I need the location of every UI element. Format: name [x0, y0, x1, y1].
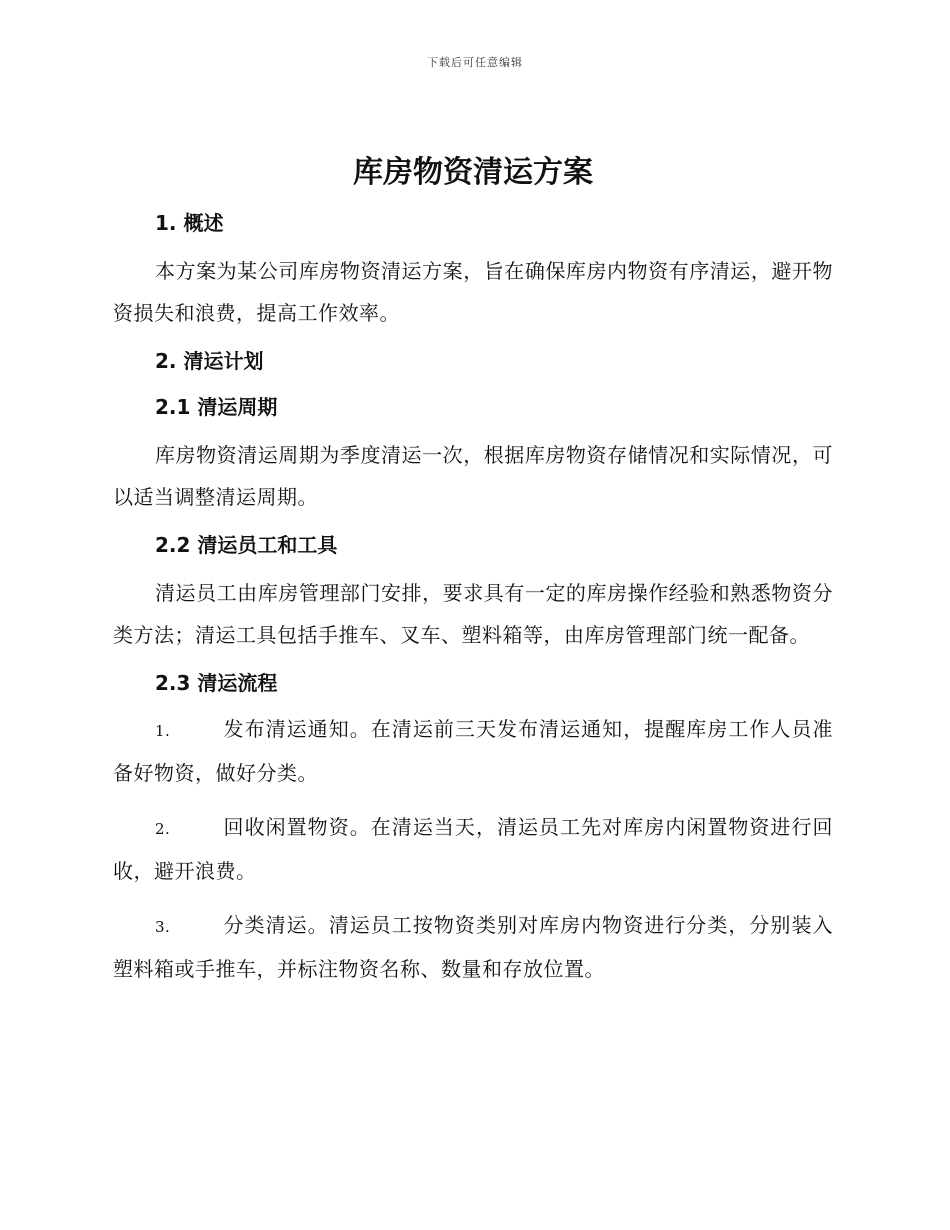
section-heading-cycle: 2.1 清运周期: [155, 395, 278, 419]
step-number: 3.: [155, 918, 171, 936]
document-title: 库房物资清运方案: [353, 155, 593, 190]
section-heading-process: 2.3 清运流程: [155, 671, 278, 695]
section-cycle-text: 库房物资清运周期为季度清运一次，根据库房物资存储情况和实际情况，可以适当调整清运周期。: [113, 443, 833, 509]
step-number: 1.: [155, 722, 171, 740]
section-overview-text: 本方案为某公司库房物资清运方案，旨在确保库房内物资有序清运，避开物资损失和浪费，提高工作效率。: [113, 259, 833, 325]
step-text: 分类清运。清运员工按物资类别对库房内物资进行分类，分别装入塑料箱或手推车，并标注物资名称、数量和存放位置。: [113, 913, 833, 981]
process-step: [113, 904, 833, 990]
section-staff-tools-text: 清运员工由库房管理部门安排，要求具有一定的库房操作经验和熟悉物资分类方法；清运工具包括手推车、叉车、塑料箱等，由库房管理部门统一配备。: [113, 581, 833, 647]
section-heading-staff-tools: 2.2 清运员工和工具: [155, 533, 338, 557]
step-text: 发布清运通知。在清运前三天发布清运通知，提醒库房工作人员准备好物资，做好分类。: [113, 717, 833, 785]
section-heading-overview: 1. 概述: [155, 211, 224, 235]
process-step: [113, 708, 833, 794]
step-text: 回收闲置物资。在清运当天，清运员工先对库房内闲置物资进行回收，避开浪费。: [113, 815, 833, 883]
document-body: [113, 150, 833, 1002]
page-header: 下载后可任意编辑: [427, 56, 523, 69]
process-step: [113, 806, 833, 892]
section-heading-plan: 2. 清运计划: [155, 349, 264, 373]
step-number: 2.: [155, 820, 171, 838]
